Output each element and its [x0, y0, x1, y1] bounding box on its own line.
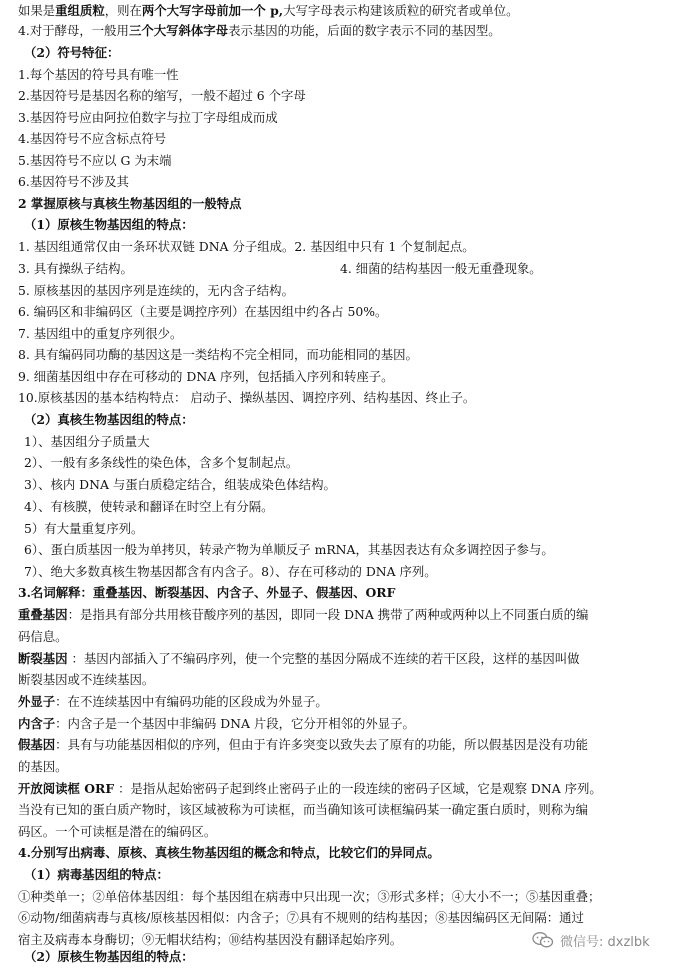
- definition-line: 码区。一个可读框是潜在的编码区。: [18, 824, 217, 839]
- list-item: 7）、绝大多数真核生物基因都含有内含子。8）、存在可移动的 DNA 序列。: [24, 564, 437, 579]
- list-item: 5）有大量重复序列。: [24, 521, 144, 536]
- list-item: 6.基因符号不涉及其: [18, 174, 129, 189]
- watermark: [528, 928, 654, 952]
- definition-line: 的基因。: [18, 759, 68, 774]
- text-line: 如果是重组质粒，则在两个大写字母前加一个 p,大写字母表示构建该质粒的研究者或单位。: [18, 3, 519, 18]
- definition-line: 外显子：在不连续基因中有编码功能的区段成为外显子。: [18, 694, 328, 709]
- section-heading: 2 掌握原核与真核生物基因组的一般特点: [18, 196, 242, 211]
- paragraph-line: 宿主及病毒本身酶切；⑨无帽状结构；⑩结构基因没有翻译起始序列。: [18, 932, 403, 947]
- definition-line: 断裂基因或不连续基因。: [18, 672, 155, 687]
- list-item: 4.基因符号不应含标点符号: [18, 131, 167, 146]
- list-item: 2）、一般有多条线性的染色体，含多个复制起点。: [24, 455, 299, 470]
- term: 外显子: [18, 694, 56, 709]
- definition-line: 码信息。: [18, 629, 68, 644]
- term: 断裂基因: [18, 651, 68, 666]
- section-heading: （2）真核生物基因组的特点：: [24, 412, 194, 427]
- list-item: 10.原核基因的基本结构特点： 启动子、操纵基因、调控序列、结构基因、终止子。: [18, 390, 476, 405]
- term: 开放阅读框 ORF: [18, 781, 115, 796]
- list-item: 3.基因符号应由阿拉伯数字与拉丁字母组成而成: [18, 110, 278, 125]
- list-item: 1. 基因组通常仅由一条环状双链 DNA 分子组成。2. 基因组中只有 1 个复制起点。: [18, 239, 475, 254]
- list-item: 7. 基因组中的重复序列很少。: [18, 326, 183, 341]
- watermark-text: 微信号: dxzlbk: [560, 934, 650, 950]
- list-item: 1.每个基因的符号具有唯一性: [18, 67, 179, 82]
- wechat-icon: [532, 931, 554, 949]
- definition-line: 断裂基因 ：基因内部插入了不编码序列，使一个完整的基因分隔成不连续的若干区段，这样的基因叫做: [18, 651, 580, 666]
- list-item: 1）、基因组分子质量大: [24, 434, 150, 449]
- text-line: 4.对于酵母，一般用三个大写斜体字母表示基因的功能，后面的数字表示不同的基因型。: [18, 23, 501, 38]
- section-heading: 3.名词解释：重叠基因、断裂基因、内含子、外显子、假基因、ORF: [18, 585, 396, 600]
- term: 假基因: [18, 737, 56, 752]
- list-item: 3. 具有操纵子结构。 4. 细菌的结构基因一般无重叠现象。: [18, 261, 542, 276]
- list-item: 5. 原核基因的基因序列是连续的，无内含子结构。: [18, 283, 294, 298]
- list-item: 6. 编码区和非编码区（主要是调控序列）在基因组中约各占 50%。: [18, 304, 388, 319]
- section-heading: （2）原核生物基因组的特点：: [24, 949, 194, 964]
- section-heading: （1）原核生物基因组的特点：: [24, 217, 194, 232]
- list-item: 9. 细菌基因组中存在可移动的 DNA 序列，包括插入序列和转座子。: [18, 369, 394, 384]
- list-item: 2.基因符号是基因名称的缩写，一般不超过 6 个字母: [18, 88, 306, 103]
- section-heading: （2）符号特征：: [24, 45, 120, 60]
- paragraph-line: ①种类单一；②单倍体基因组：每个基因组在病毒中只出现一次；③形式多样；④大小不一；⑤基因重叠；: [18, 889, 601, 904]
- section-heading: 4.分别写出病毒、原核、真核生物基因组的概念和特点，比较它们的异同点。: [18, 845, 440, 860]
- definition-line: 内含子：内含子是一个基因中非编码 DNA 片段，它分开相邻的外显子。: [18, 716, 415, 731]
- term: 内含子: [18, 716, 56, 731]
- definition-line: 当没有已知的蛋白质产物时，该区域被称为可读框，而当确知该可读框编码某一确定蛋白质时，则称为编: [18, 802, 588, 817]
- list-item: 6）、蛋白质基因一般为单拷贝，转录产物为单顺反子 mRNA，其基因表达有众多调控因子参与。: [24, 542, 554, 557]
- definition-line: 假基因：具有与功能基因相似的序列，但由于有许多突变以致失去了原有的功能，所以假基因是没有功能: [18, 737, 588, 752]
- list-item: 8. 具有编码同功酶的基因这是一类结构不完全相同，而功能相同的基因。: [18, 347, 418, 362]
- definition-line: 开放阅读框 ORF ：是指从起始密码子起到终止密码子止的一段连续的密码子区域，它是观察 DNA 序列。: [18, 781, 602, 796]
- paragraph-line: ⑥动物/细菌病毒与真核/原核基因相似：内含子；⑦具有不规则的结构基因；⑧基因编码区无间隔：通过: [18, 910, 584, 925]
- list-item: 5.基因符号不应以 G 为末端: [18, 153, 172, 168]
- term: 重叠基因: [18, 607, 68, 622]
- definition-line: 重叠基因：是指具有部分共用核苷酸序列的基因，即同一段 DNA 携带了两种或两种以上不同蛋白质的编: [18, 607, 589, 622]
- section-heading: （1）病毒基因组的特点：: [24, 867, 169, 882]
- list-item: 3）、核内 DNA 与蛋白质稳定结合，组装成染色体结构。: [24, 477, 336, 492]
- list-item: 4）、有核膜，使转录和翻译在时空上有分隔。: [24, 499, 274, 514]
